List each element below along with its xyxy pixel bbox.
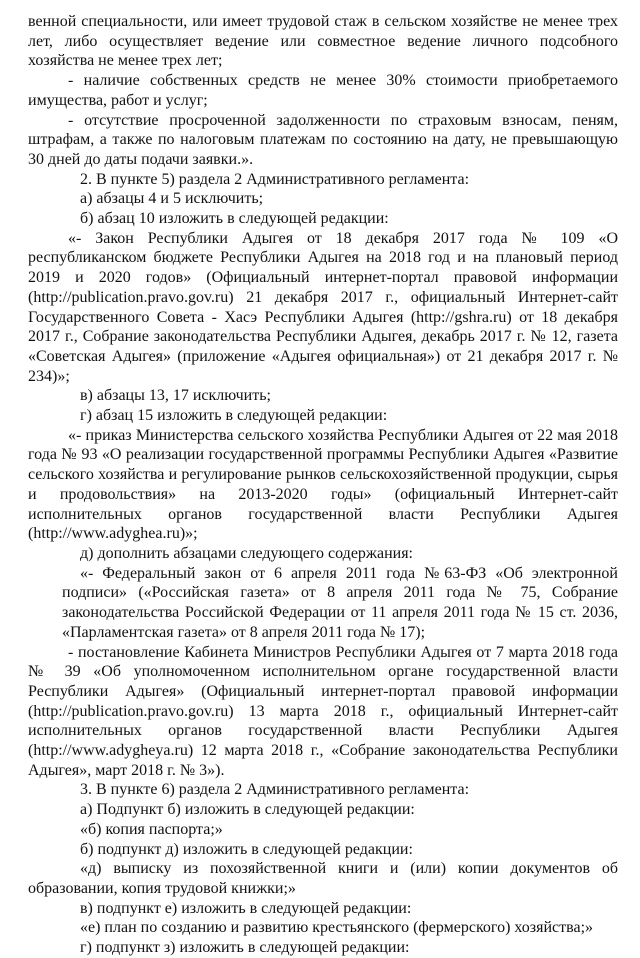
paragraph-law-109: «- Закон Республики Адыгея от 18 декабря 2017 года № 109 «О республиканском бюджете Республики Адыгея на 2018 год и на плановый период 2019 и 2020 годов» (Официальный интернет-портал правовой информации (http://publication.pravo.gov.ru) 21 декабря 2017 г., официальный Интернет-сайт Государственного Совета - Хасэ Республики Адыгея (http://gshra.ru) от 18 декабря 2017 г., Собрание законодательства Республики Адыгея, декабрь 2017 г. № 12, газета «Советская Адыгея» (приложение «Адыгея официальная») от 21 декабря 2017 г. № 234)»; bbox=[28, 229, 618, 385]
paragraph-item-2d: д) дополнить абзацами следующего содержания: bbox=[80, 544, 413, 562]
paragraph-own-funds: - наличие собственных средств не менее 30% стоимости приобретаемого имущества, работ и услуг; bbox=[28, 72, 618, 109]
paragraph-household-book: «д) выписку из похозяйственной книги и (или) копии документов об образовании, копия трудовой книжки;» bbox=[28, 860, 618, 897]
paragraph-passport-copy: «б) копия паспорта;» bbox=[80, 820, 223, 838]
paragraph-item-2b: б) абзац 10 изложить в следующей редакции: bbox=[80, 210, 389, 228]
paragraph-item-3v: в) подпункт е) изложить в следующей редакции: bbox=[80, 899, 412, 917]
paragraph-item-2g: г) абзац 15 изложить в следующей редакции: bbox=[80, 407, 388, 425]
paragraph-item-2a: а) абзацы 4 и 5 исключить; bbox=[80, 190, 264, 208]
paragraph-resolution-39: - постановление Кабинета Министров Республики Адыгея от 7 марта 2018 года № 39 «Об уполномоченном исполнительном органе государственной власти Республики Адыгея» (Официальный интернет-портал правовой информации (http://publication.pravo.gov.ru) 13 марта 2018 г., официальный Интернет-сайт исполнительных органов государственной власти Республики Адыгея (http://www.adygheya.ru) 12 марта 2018 г., «Собрание законодательства Республики Адыгея», март 2018 г. № 3»). bbox=[28, 643, 618, 779]
paragraph-item-2v: в) абзацы 13, 17 исключить; bbox=[80, 387, 271, 405]
paragraph-item-3b: б) подпункт д) изложить в следующей редакции: bbox=[80, 840, 413, 858]
paragraph-item-2-heading: 2. В пункте 5) раздела 2 Административного регламента: bbox=[80, 170, 470, 188]
paragraph-federal-law-63: «- Федеральный закон от 6 апреля 2011 года №63-ФЗ «Об электронной подписи» («Российская газета» от 8 апреля 2011 года № 75, Собрание законодательства Российской Федерации от 11 апреля 2011 года № 15 ст. 2036, «Парламентская газета» от 8 апреля 2011 года № 17); bbox=[62, 564, 618, 641]
paragraph-item-3a: а) Подпункт б) изложить в следующей редакции: bbox=[80, 801, 415, 819]
document-body bbox=[28, 12, 618, 958]
paragraph-item-3g: г) подпункт з) изложить в следующей редакции: bbox=[80, 939, 410, 957]
paragraph-education-requirement: венной специальности, или имеет трудовой стаж в сельском хозяйстве не менее трех лет, либо осуществляет ведение или совместное ведение личного подсобного хозяйства не менее трех лет; bbox=[28, 13, 618, 70]
paragraph-item-3-heading: 3. В пункте 6) раздела 2 Административного регламента: bbox=[80, 781, 470, 799]
paragraph-order-93: «- приказ Министерства сельского хозяйства Республики Адыгея от 22 мая 2018 года № 93 «О реализации государственной программы Республики Адыгея «Развитие сельского хозяйства и регулирование рынков сельскохозяйственной продукции, сырья и продовольствия» на 2013-2020 годы» (официальный Интернет-сайт исполнительных органов государственной власти Республики Адыгея (http://www.adyghea.ru)»; bbox=[28, 426, 618, 543]
paragraph-farm-plan: «е) план по созданию и развитию крестьянского (фермерского) хозяйства;» bbox=[80, 919, 594, 937]
paragraph-no-debt: - отсутствие просроченной задолженности по страховым взносам, пеням, штрафам, а также по налоговым платежам по состоянию на дату, не превышающую 30 дней до даты подачи заявки.». bbox=[28, 111, 618, 168]
